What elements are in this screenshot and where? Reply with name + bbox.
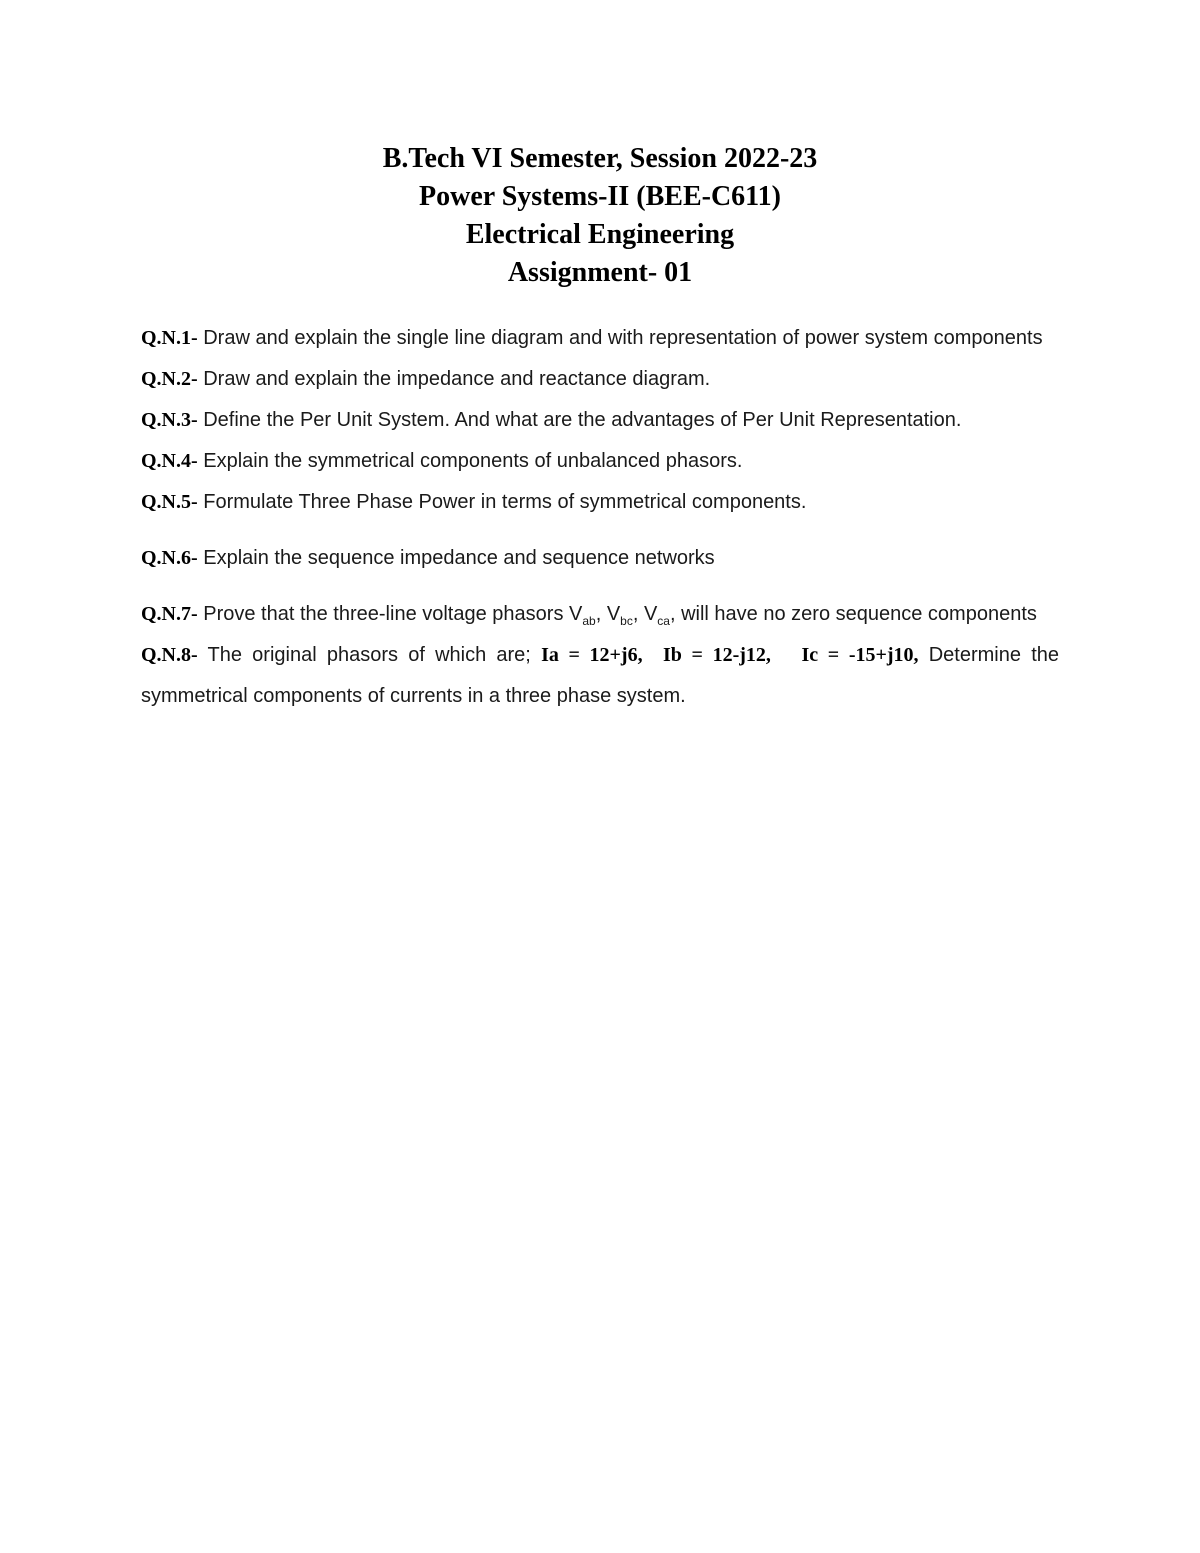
question-4 (141, 441, 1059, 482)
question-text: , V (632, 603, 658, 625)
question-6 (141, 538, 1059, 579)
phasor-ic: Ic = -15+j10, (801, 644, 919, 666)
question-8 (141, 635, 1059, 717)
question-3 (141, 400, 1059, 441)
phasor-ib: Ib = 12-j12, (662, 644, 771, 666)
question-text: Explain the symmetrical components of unbalanced phasors. (197, 450, 743, 472)
question-label: Q.N.1- (141, 327, 198, 349)
question-label: Q.N.4- (141, 450, 198, 472)
course-semester-title: B.Tech VI Semester, Session 2022-23 (382, 143, 818, 174)
question-label: Q.N.5- (141, 491, 198, 513)
question-text: , will have no zero sequence components (669, 603, 1037, 625)
question-1 (141, 318, 1059, 359)
document-header (0, 140, 1200, 292)
assignment-title: Assignment- 01 (507, 257, 693, 288)
question-text: , V (595, 603, 621, 625)
subject-title: Power Systems-II (BEE-C611) (419, 181, 781, 212)
question-text: The original phasors of which are; (197, 644, 542, 666)
question-text: Draw and explain the impedance and reactance diagram. (197, 368, 711, 390)
question-text: Prove that the three-line voltage phasors V (197, 603, 583, 625)
question-5 (141, 482, 1059, 523)
subscript-bc: bc (620, 614, 633, 628)
phasor-ia: Ia = 12+j6, (541, 644, 643, 666)
question-label: Q.N.2- (141, 368, 198, 390)
question-label: Q.N.7- (141, 603, 198, 625)
question-text: Draw and explain the single line diagram and with representation of power system components (197, 327, 1043, 349)
question-text: Determine the symmetrical components of currents in a three phase system. (141, 644, 1059, 707)
subscript-ab: ab (582, 614, 596, 628)
question-text: Formulate Three Phase Power in terms of symmetrical components. (197, 491, 807, 513)
question-list (141, 318, 1059, 717)
question-label: Q.N.3- (141, 409, 198, 431)
question-label: Q.N.8- (141, 644, 198, 666)
subscript-ca: ca (657, 614, 670, 628)
question-text: Explain the sequence impedance and sequence networks (197, 547, 715, 569)
question-2 (141, 359, 1059, 400)
department-title: Electrical Engineering (465, 219, 735, 250)
question-7 (141, 594, 1059, 635)
question-label: Q.N.6- (141, 547, 198, 569)
question-text: Define the Per Unit System. And what are the advantages of Per Unit Representation. (197, 409, 962, 431)
